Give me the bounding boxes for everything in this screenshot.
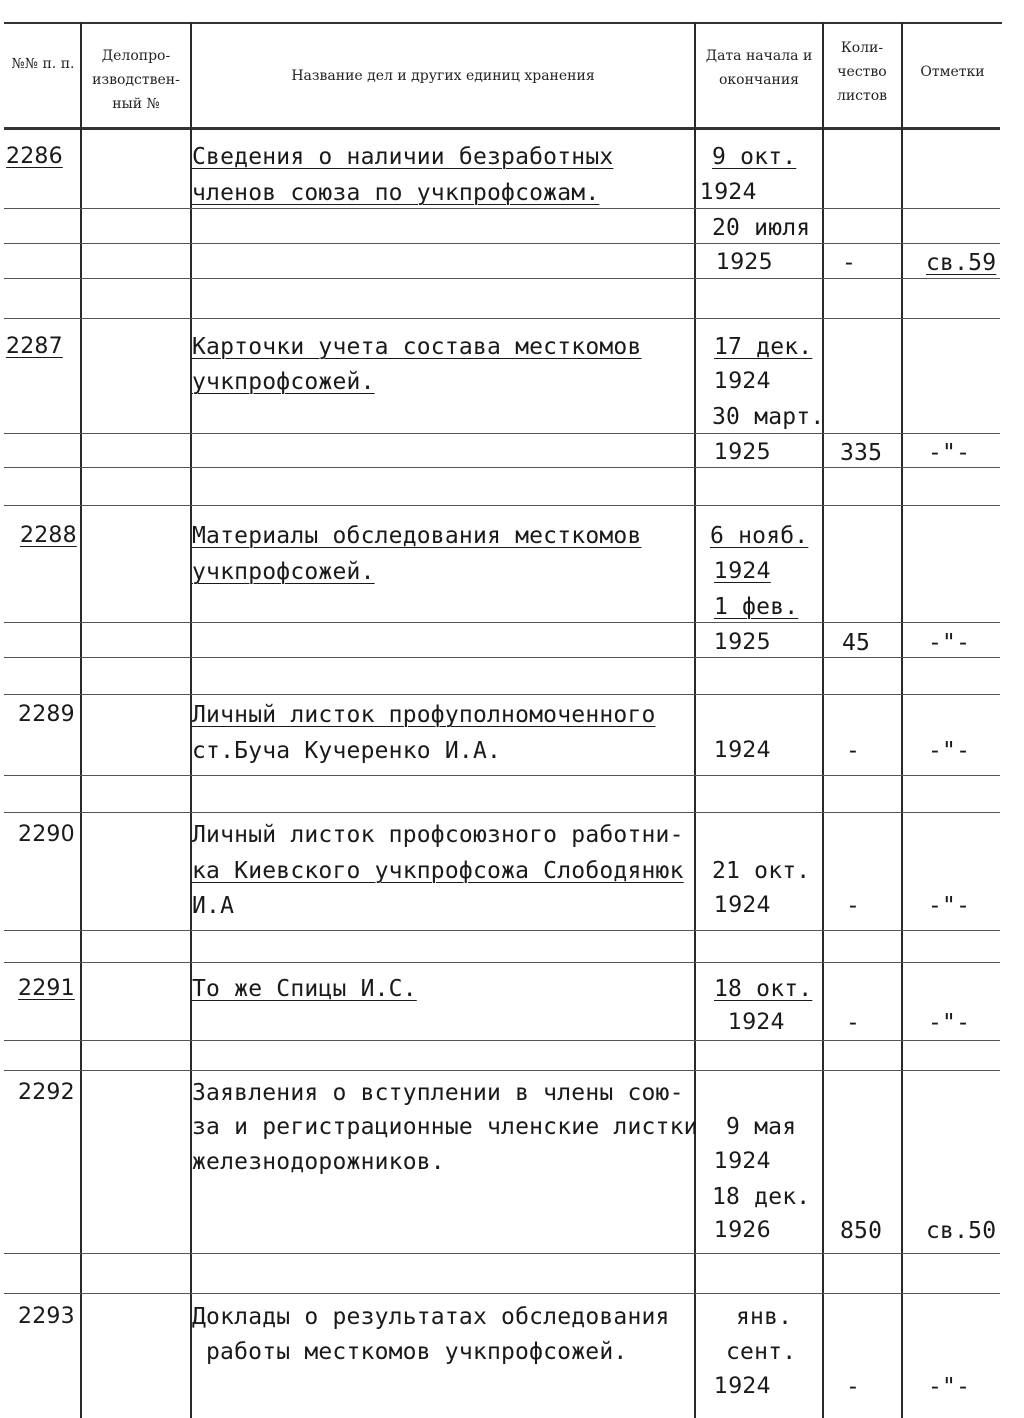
record-date-line: 1924 (700, 180, 757, 205)
row-rule (4, 622, 1000, 623)
row-rule (4, 962, 1000, 963)
record-note: -"- (928, 630, 971, 656)
header-number: №№ п. п. (11, 56, 75, 72)
row-rule (4, 1070, 1000, 1071)
row-rule (4, 694, 1000, 695)
record-title-line: ст.Буча Кучеренко И.А. (192, 738, 502, 764)
header-notes: Отметки (920, 64, 985, 80)
record-number: 2286 (6, 144, 63, 169)
record-date-line: 1924 (728, 1010, 785, 1035)
record-number: 2288 (20, 523, 77, 548)
record-title-line: учкпрофсожей. (192, 559, 375, 585)
record-sheet-count: - (842, 250, 857, 276)
record-title-line: Сведения о наличии безработных (192, 144, 614, 170)
column-divider (822, 22, 824, 1418)
column-divider (694, 22, 696, 1418)
row-rule (4, 812, 1000, 813)
record-date-line: 1924 (714, 893, 771, 918)
record-note: -"- (928, 440, 971, 466)
record-title-line: железнодорожников. (192, 1149, 445, 1175)
record-number: 2292 (18, 1080, 75, 1105)
record-title-line: Доклады о результатах обследования (192, 1304, 670, 1330)
record-date-line: 6 нояб. (710, 523, 809, 549)
record-sheet-count: - (846, 893, 861, 919)
record-title-line: Личный листок профсоюзного работни- (192, 822, 684, 848)
record-date-line: янв. (736, 1304, 793, 1330)
row-rule (4, 775, 1000, 776)
record-date-line: 1924 (714, 1149, 771, 1174)
record-number: 2290 (18, 822, 75, 847)
top-border (4, 22, 1002, 24)
record-sheet-count: 45 (842, 630, 871, 656)
record-date-line: 18 окт. (714, 976, 813, 1002)
header-dates: Дата начала и окончания (705, 48, 813, 88)
record-title-line: работы месткомов учкпрофсожей. (206, 1339, 628, 1365)
record-date-line: 30 март. (712, 404, 825, 430)
record-sheet-count: - (846, 1010, 861, 1036)
record-date-line: 18 дек. (712, 1184, 811, 1210)
record-sheet-count: 335 (840, 440, 883, 466)
header-title: Название дел и других единиц хранения (291, 68, 595, 84)
record-note: св.59 (926, 250, 997, 276)
record-number: 2287 (6, 334, 63, 359)
record-title-line: ка Киевского учкпрофсожа Слободянюк (192, 858, 684, 884)
record-sheet-count: - (846, 1374, 861, 1400)
record-date-line: 9 окт. (712, 144, 797, 170)
row-rule (4, 278, 1000, 279)
header-bottom-border (4, 127, 1000, 130)
record-title-line: учкпрофсожей. (192, 369, 375, 395)
row-rule (4, 930, 1000, 931)
record-date-line: 1924 (714, 559, 771, 584)
record-note: св.50 (926, 1218, 997, 1244)
record-date-line: 17 дек. (714, 334, 813, 360)
record-date-line: 1924 (714, 738, 771, 763)
record-title-line: Материалы обследования месткомов (192, 523, 642, 549)
row-rule (4, 243, 1000, 244)
header-sheets: Коли-чество листов (836, 40, 888, 104)
record-note: -"- (928, 738, 971, 764)
row-rule (4, 1293, 1000, 1294)
record-note: -"- (928, 1010, 971, 1036)
record-note: -"- (928, 1374, 971, 1400)
record-number: 2293 (18, 1304, 75, 1329)
record-number: 2289 (18, 702, 75, 727)
row-rule (4, 433, 1000, 434)
record-date-line: 1925 (714, 440, 771, 465)
record-date-line: сент. (726, 1339, 797, 1365)
record-date-line: 9 мая (726, 1114, 797, 1140)
record-date-line: 1925 (716, 250, 773, 275)
record-sheet-count: 850 (840, 1218, 883, 1244)
record-sheet-count: - (846, 738, 861, 764)
record-title-line: И.А (192, 893, 235, 919)
record-title-line: Заявления о вступлении в члены сою- (192, 1080, 684, 1106)
record-title-line: за и регистрационные членские листки (192, 1114, 698, 1140)
record-title-line: Карточки учета состава месткомов (192, 334, 642, 360)
row-rule (4, 1040, 1000, 1041)
record-date-line: 1926 (714, 1218, 771, 1243)
header-office-number: Делопро-изводствен-ный № (92, 48, 180, 112)
record-date-line: 21 окт. (712, 858, 811, 884)
record-title-line: То же Спицы И.С. (192, 976, 417, 1002)
record-date-line: 20 июля (712, 215, 811, 241)
column-divider (901, 22, 903, 1418)
record-note: -"- (928, 893, 971, 919)
row-rule (4, 1253, 1000, 1254)
record-date-line: 1924 (714, 1374, 771, 1399)
record-title-line: членов союза по учкпрофсожам. (192, 180, 600, 206)
record-title-line: Личный листок профуполномоченного (192, 702, 656, 728)
record-date-line: 1924 (714, 369, 771, 394)
row-rule (4, 318, 1000, 319)
row-rule (4, 505, 1000, 506)
row-rule (4, 208, 1000, 209)
record-date-line: 1 фев. (714, 594, 799, 620)
column-divider (80, 22, 82, 1418)
record-number: 2291 (18, 976, 75, 1001)
record-date-line: 1925 (714, 630, 771, 655)
